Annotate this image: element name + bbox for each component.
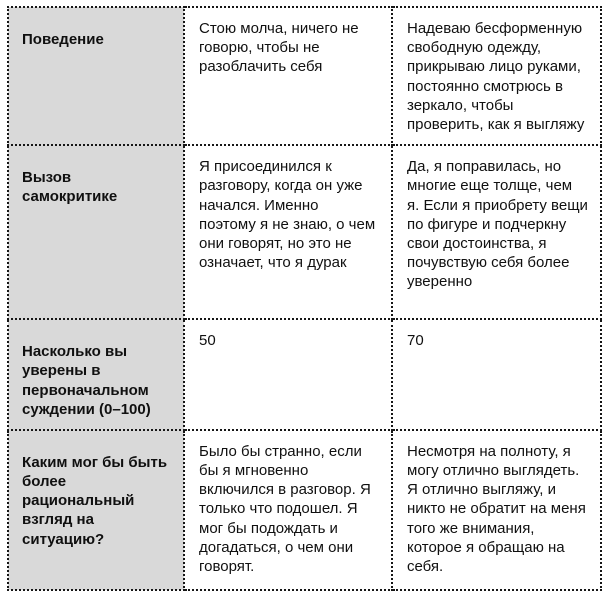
cell-confidence-example2: 70	[392, 319, 601, 430]
table-row-challenge	[8, 145, 601, 319]
cell-challenge-example1: Я присоединился к разговору, когда он уже начался. Именно поэтому я не знаю, о чем они говорят, но это не означает, что я дурак	[184, 145, 392, 319]
cell-rational-view-example1: Было бы странно, если бы я мгновенно включился в разговор. Я только что подошел. Я мог бы подождать и догадаться, о чем они говорят.	[184, 430, 392, 590]
row-header-confidence: Насколько вы уверены в первоначальном суждении (0–100)	[8, 319, 184, 430]
cell-confidence-example1: 50	[184, 319, 392, 430]
cell-rational-view-example2: Несмотря на полноту, я могу отлично выглядеть. Я отлично выгляжу, и никто не обратит на меня того же внимания, которое я обращаю на себя.	[392, 430, 601, 590]
worksheet-table	[7, 6, 602, 591]
cell-behavior-example2: Надеваю бесформенную свободную одежду, прикрываю лицо руками, постоянно смотрюсь в зеркало, чтобы проверить, как я выгляжу	[392, 7, 601, 145]
row-header-challenge: Вызов самокритике	[8, 145, 184, 319]
row-header-rational-view: Каким мог бы быть более рациональный взгляд на ситуацию?	[8, 430, 184, 590]
cell-behavior-example1: Стою молча, ничего не говорю, чтобы не разоблачить себя	[184, 7, 392, 145]
table-row-rational-view	[8, 430, 601, 590]
table-row-behavior	[8, 7, 601, 145]
row-header-behavior: Поведение	[8, 7, 184, 145]
table-row-confidence	[8, 319, 601, 430]
cell-challenge-example2: Да, я поправилась, но многие еще толще, чем я. Если я приобрету вещи по фигуре и подчеркну свои достоинства, я почувствую себя более уверенно	[392, 145, 601, 319]
